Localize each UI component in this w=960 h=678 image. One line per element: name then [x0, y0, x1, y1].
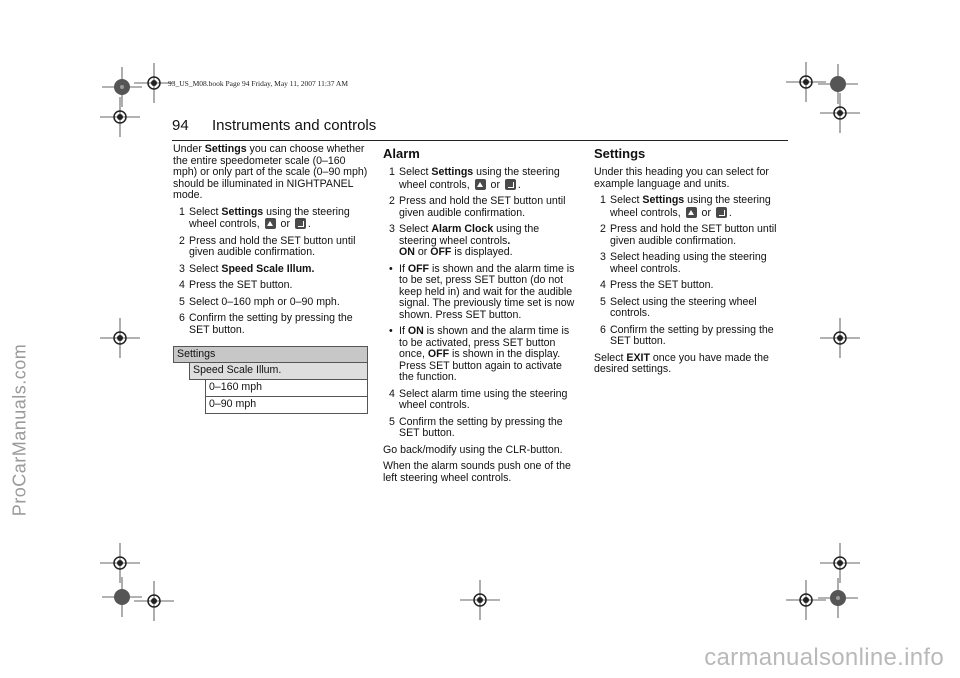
arrow-up-button-icon: [265, 218, 276, 229]
page-number: 94: [172, 117, 189, 134]
menu-tree-diagram: [173, 346, 368, 414]
step-3: 3 Select heading using the steering wheel controls.: [600, 251, 767, 275]
section-title: Instruments and controls: [212, 117, 377, 134]
bullet-on: • If ON is shown and the alarm time is to be activated, press SET button once, OFF is shown in the display. Press SET button again to activate the function.: [389, 325, 570, 383]
step-5: 5 Select using the steering wheel controls.: [600, 295, 757, 319]
set-button-icon: [505, 179, 516, 190]
menu-option-0-90: 0–90 mph: [205, 397, 368, 414]
step-4: 4 Select alarm time using the steering wheel controls.: [389, 387, 568, 411]
header-divider: [172, 140, 788, 141]
book-print-info: 93_US_M08.book Page 94 Friday, May 11, 2007 11:37 AM: [168, 79, 348, 88]
step-2: 2 Press and hold the SET button until given audible confirmation.: [179, 234, 356, 258]
crosshair-mark-top-left: [134, 63, 174, 103]
arrow-up-button-icon: [475, 179, 486, 190]
note-alarm-sounds: When the alarm sounds push one of the left steering wheel controls.: [383, 460, 571, 484]
menu-row-settings: Settings: [173, 346, 368, 363]
crosshair-mark-bottom-center: [460, 580, 500, 620]
side-watermark-text: ProCarManuals.com: [9, 343, 30, 517]
step-5: 5 Select 0–160 mph or 0–90 mph.: [179, 295, 340, 308]
set-button-icon: [716, 207, 727, 218]
page-header: [172, 117, 376, 134]
crosshair-mark-left-middle: [100, 318, 140, 358]
step-5: 5 Confirm the setting by pressing the SET button.: [389, 415, 563, 439]
step-1: 1 Select Settings using the steering wheel controls, or .: [179, 205, 350, 230]
step-3: 3 Select Speed Scale Illum.: [179, 262, 315, 275]
menu-option-0-160: 0–160 mph: [205, 380, 368, 397]
menu-row-speed-scale: Speed Scale Illum.: [189, 363, 368, 380]
column-speed-scale: [173, 144, 369, 414]
outro-paragraph: Select EXIT once you have made the desired settings.: [594, 351, 769, 375]
step-2: 2 Press and hold the SET button until given audible confirmation.: [389, 195, 566, 219]
crosshair-mark-right-lower: [820, 543, 860, 583]
step-1: 1 Select Settings using the steering wheel controls, or .: [600, 194, 771, 219]
side-watermark: [0, 0, 40, 678]
intro-paragraph: Under this heading you can select for example language and units.: [594, 166, 769, 190]
bullet-off: • If OFF is shown and the alarm time is to be set, press SET button (do not keep held in) and wait for the audible signal. The previously time set is now shown. Press SET button.: [389, 262, 575, 321]
settings-heading: Settings: [594, 146, 646, 161]
crosshair-mark-right-upper: [820, 93, 860, 133]
arrow-up-button-icon: [686, 207, 697, 218]
step-1: 1 Select Settings using the steering wheel controls, or .: [389, 166, 560, 191]
set-button-icon: [295, 218, 306, 229]
step-2: 2 Press and hold the SET button until given audible confirmation.: [600, 223, 777, 247]
column-alarm: [383, 144, 579, 489]
step-4: 4 Press the SET button.: [179, 279, 293, 291]
crosshair-mark-right-middle: [820, 318, 860, 358]
note-clr: Go back/modify using the CLR-button.: [383, 443, 563, 456]
registration-mark-bottom-right-filled: [818, 578, 858, 618]
bottom-watermark: carmanualsonline.info: [704, 644, 944, 671]
intro-paragraph: Under Settings you can choose whether the entire speedometer scale (0–160 mph) or only part of the scale (0–90 mph) should be illuminated in NIGHTPANEL mode.: [173, 143, 368, 201]
crosshair-mark-left-upper: [100, 97, 140, 137]
alarm-heading: Alarm: [383, 146, 420, 161]
crosshair-mark-bottom-left: [134, 581, 174, 621]
step-6: 6 Confirm the setting by pressing the SET button.: [179, 312, 353, 336]
step-6: 6 Confirm the setting by pressing the SET button.: [600, 323, 774, 347]
step-4: 4 Press the SET button.: [600, 279, 714, 291]
step-3: 3 Select Alarm Clock using the steering wheel controls. ON or OFF is displayed.: [389, 223, 540, 258]
column-settings: [594, 144, 790, 381]
